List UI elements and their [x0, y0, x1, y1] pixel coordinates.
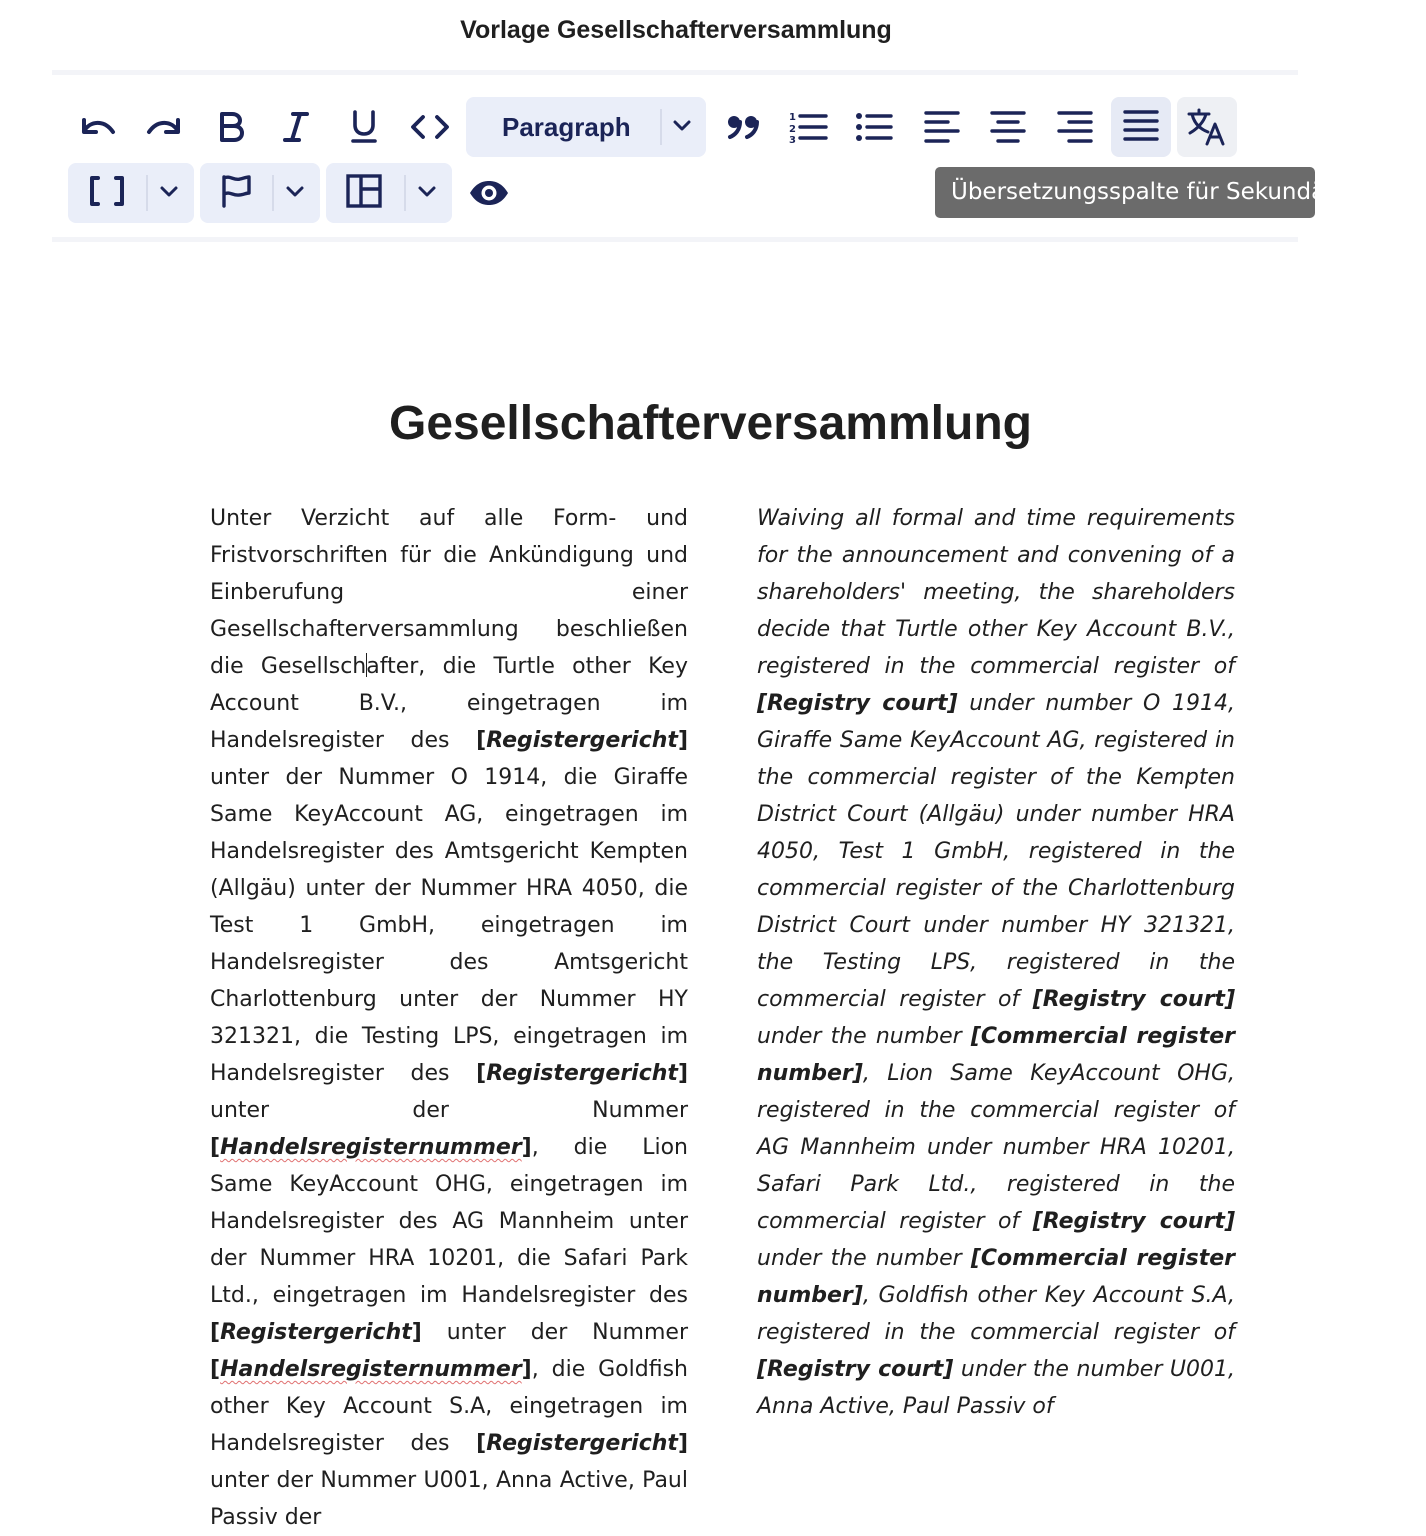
placeholder-registry-court: [Registry court] — [1032, 987, 1235, 1012]
placeholder-registry-court: [Registry court] — [1032, 1209, 1235, 1234]
chevron-down-icon — [285, 184, 305, 203]
placeholder-commercial-register-number: [Commercial register number] — [757, 1246, 1235, 1308]
numbered-list-icon — [788, 110, 828, 144]
window-title: Vorlage Gesellschafterversammlung — [460, 16, 892, 44]
placeholder-registry-court: [Registry court] — [757, 691, 958, 716]
undo-icon — [78, 112, 118, 142]
chevron-down-icon — [672, 118, 692, 137]
redo-icon — [144, 112, 184, 142]
underline-icon — [350, 110, 378, 144]
align-center-button[interactable] — [984, 103, 1032, 151]
blockquote-icon — [726, 114, 760, 140]
placeholder-handelsregisternummer: Handelsregisternummer — [220, 1135, 522, 1160]
layout-icon — [346, 174, 404, 212]
separator — [404, 175, 406, 211]
align-right-button[interactable] — [1051, 103, 1099, 151]
tooltip: Übersetzungsspalte für Sekundärsprache — [935, 167, 1315, 218]
layout-dropdown[interactable] — [326, 163, 452, 223]
translate-column-button[interactable] — [1177, 97, 1237, 157]
brackets-icon — [88, 175, 146, 211]
german-column[interactable]: Unter Verzicht auf alle Form- und Fristvorschriften für die Ankündigung und Einberufung einer Gesellschafterversammlung beschließen die Gesellschafter, die Turtle other Key Account B.V., eingetragen im Handelsregister des [Registergericht] unter der Nummer O 1914, die Giraffe Same KeyAccount AG, eingetragen im Handelsregister des Amtsgericht Kempten (Allgäu) unter der Nummer HRA 4050, die Test 1 GmbH, eingetragen im Handelsregister des Amtsgericht Charlottenburg unter der Nummer HY 321321, die Testing LPS, eingetragen im Handelsregister des [Registergericht] unter der Nummer [Handelsregisternummer], die Lion Same KeyAccount OHG, eingetragen im Handelsregister des AG Mannheim unter der Nummer HRA 10201, die Safari Park Ltd., eingetragen im Handelsregister des [Registergericht] unter der Nummer [Handelsregisternummer], die Goldfish other Key Account S.A, eingetragen im Handelsregister des [Registergericht] unter der Nummer U001, Anna Active, Paul Passiv der — [210, 506, 688, 1530]
italic-button[interactable] — [272, 103, 320, 151]
placeholder-commercial-register-number: [Commercial register number] — [757, 1024, 1235, 1086]
paragraph-style-label: Paragraph — [502, 111, 631, 142]
align-center-icon — [990, 110, 1026, 144]
svg-text:2: 2 — [789, 124, 796, 135]
chevron-down-icon — [417, 184, 437, 203]
bold-button[interactable] — [207, 103, 255, 151]
code-button[interactable] — [406, 103, 454, 151]
paragraph-style-select[interactable] — [466, 97, 706, 157]
separator — [146, 175, 148, 211]
align-right-icon — [1057, 110, 1093, 144]
redo-button[interactable] — [140, 103, 188, 151]
translate-icon — [1187, 107, 1227, 147]
document-title: Gesellschafterversammlung — [389, 397, 1032, 450]
english-column[interactable]: Waiving all formal and time requirements for the announcement and convening of a shareholders' meeting, the shareholders decide that Turtle other Key Account B.V., registered in the commercial register of [Registry court] under number O 1914, Giraffe Same KeyAccount AG, registered in the commercial register of the Kempten District Court (Allgäu) under number HRA 4050, Test 1 GmbH, registered in the commercial register of the Charlottenburg District Court under number HY 321321, the Testing LPS, registered in the commercial register of [Registry court] under the number [Commercial register number], Lion Same KeyAccount OHG, registered in the commercial register of AG Mannheim under number HRA 10201, Safari Park Ltd., registered in the commercial register of [Registry court] under the number [Commercial register number], Goldfish other Key Account S.A, registered in the commercial register of [Registry court] under the number U001, Anna Active, Paul Passiv of — [757, 506, 1235, 1419]
italic-icon — [283, 111, 309, 143]
numbered-list-button[interactable] — [784, 103, 832, 151]
align-left-button[interactable] — [918, 103, 966, 151]
placeholder-registergericht: Registergericht — [220, 1320, 412, 1345]
align-left-icon — [924, 110, 960, 144]
svg-text:1: 1 — [789, 112, 796, 123]
preview-button[interactable] — [465, 169, 513, 217]
underline-button[interactable] — [340, 103, 388, 151]
flag-icon — [220, 174, 272, 212]
undo-button[interactable] — [74, 103, 122, 151]
align-justify-icon — [1123, 109, 1159, 145]
eye-icon — [468, 179, 510, 207]
placeholder-registergericht: Registergericht — [486, 1061, 678, 1086]
chevron-down-icon — [159, 184, 179, 203]
placeholder-registergericht: Registergericht — [486, 728, 678, 753]
placeholder-dropdown[interactable] — [68, 163, 194, 223]
flag-dropdown[interactable] — [200, 163, 320, 223]
align-justify-button[interactable] — [1111, 97, 1171, 157]
separator — [660, 109, 662, 145]
placeholder-registergericht: Registergericht — [486, 1431, 678, 1456]
placeholder-registry-court: [Registry court] — [757, 1357, 954, 1382]
placeholder-handelsregisternummer: Handelsregisternummer — [220, 1357, 522, 1382]
bullet-list-icon — [855, 111, 893, 143]
svg-text:3: 3 — [789, 135, 796, 146]
blockquote-button[interactable] — [719, 103, 767, 151]
bullet-list-button[interactable] — [850, 103, 898, 151]
code-icon — [410, 113, 450, 141]
separator — [272, 175, 274, 211]
bold-icon — [218, 111, 244, 143]
